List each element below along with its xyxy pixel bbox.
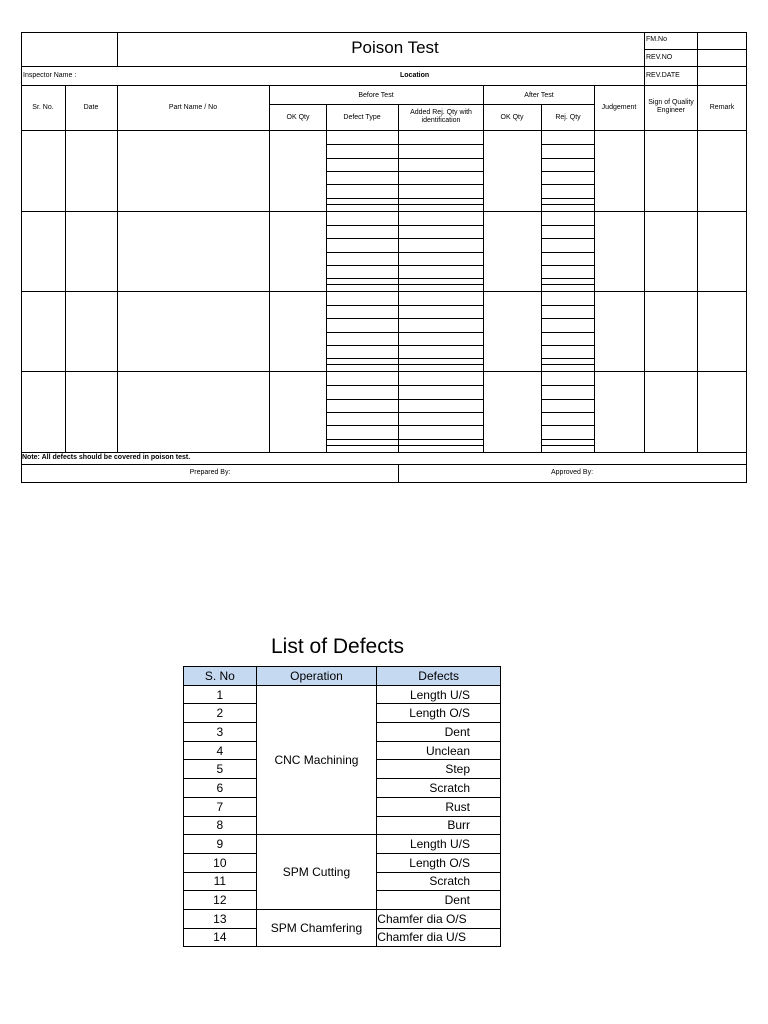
sno-cell: 11 <box>184 872 257 891</box>
sno-cell: 2 <box>184 704 257 723</box>
sno-cell: 5 <box>184 760 257 779</box>
defect-cell: Dent <box>377 723 501 742</box>
form-note: Note: All defects should be covered in poison test. <box>22 454 191 461</box>
header-defects: Defects <box>377 667 501 686</box>
defect-cell: Rust <box>377 797 501 816</box>
col-date: Date <box>83 104 99 111</box>
col-before-ok-qty: OK Qty <box>286 114 310 121</box>
table-row <box>184 909 501 928</box>
operation-cell: CNC Machining <box>256 685 377 835</box>
fm-no-label: FM.No <box>646 36 667 43</box>
col-defect-type: Defect Type <box>343 114 381 121</box>
defects-table <box>183 666 501 947</box>
defect-cell: Length O/S <box>377 704 501 723</box>
defects-list-title: List of Defects <box>271 635 405 658</box>
defects-list-section <box>183 633 503 947</box>
col-sr-no: Sr. No. <box>32 104 54 111</box>
prepared-by-label: Prepared By: <box>189 469 231 476</box>
sno-cell: 6 <box>184 779 257 798</box>
rev-date-label: REV.DATE <box>646 72 680 79</box>
col-remark: Remark <box>709 104 735 111</box>
sno-cell: 7 <box>184 797 257 816</box>
col-before-test: Before Test <box>358 92 394 99</box>
rev-no-label: REV.NO <box>646 54 673 61</box>
defect-cell: Step <box>377 760 501 779</box>
defect-cell: Length O/S <box>377 853 501 872</box>
defect-cell: Length U/S <box>377 835 501 854</box>
sno-cell: 1 <box>184 685 257 704</box>
defect-cell: Burr <box>377 816 501 835</box>
defect-cell: Length U/S <box>377 685 501 704</box>
location-label: Location <box>400 72 430 79</box>
header-operation: Operation <box>256 667 377 686</box>
defect-cell: Unclean <box>377 741 501 760</box>
col-after-ok-qty: OK Qty <box>500 114 524 121</box>
sno-cell: 12 <box>184 891 257 910</box>
sno-cell: 3 <box>184 723 257 742</box>
form-grid <box>21 32 747 483</box>
col-judgement: Judgement <box>601 104 637 111</box>
sno-cell: 10 <box>184 853 257 872</box>
poison-test-form <box>21 32 747 483</box>
defect-cell: Scratch <box>377 779 501 798</box>
header-sno: S. No <box>184 667 257 686</box>
col-after-test: After Test <box>524 92 554 99</box>
defect-cell: Scratch <box>377 872 501 891</box>
form-title: Poison Test <box>351 38 439 57</box>
inspector-name-label: Inspector Name : <box>23 72 77 79</box>
defect-cell: Dent <box>377 891 501 910</box>
sno-cell: 4 <box>184 741 257 760</box>
sno-cell: 14 <box>184 928 257 947</box>
sno-cell: 13 <box>184 909 257 928</box>
sno-cell: 9 <box>184 835 257 854</box>
defects-table-header <box>184 667 501 686</box>
sno-cell: 8 <box>184 816 257 835</box>
col-part: Part Name / No <box>168 104 218 111</box>
operation-cell: SPM Cutting <box>256 835 377 910</box>
operation-cell: SPM Chamfering <box>256 909 377 946</box>
table-row <box>184 685 501 704</box>
defect-cell: Chamfer dia O/S <box>377 909 501 928</box>
col-sign-quality-engineer: Sign of Quality Engineer <box>648 99 694 115</box>
col-added-rej: Added Rej. Qty with identification <box>410 109 472 125</box>
approved-by-label: Approved By: <box>550 469 594 476</box>
col-rej-qty: Rej. Qty <box>555 114 581 121</box>
table-row <box>184 835 501 854</box>
defect-cell: Chamfer dia U/S <box>377 928 501 947</box>
